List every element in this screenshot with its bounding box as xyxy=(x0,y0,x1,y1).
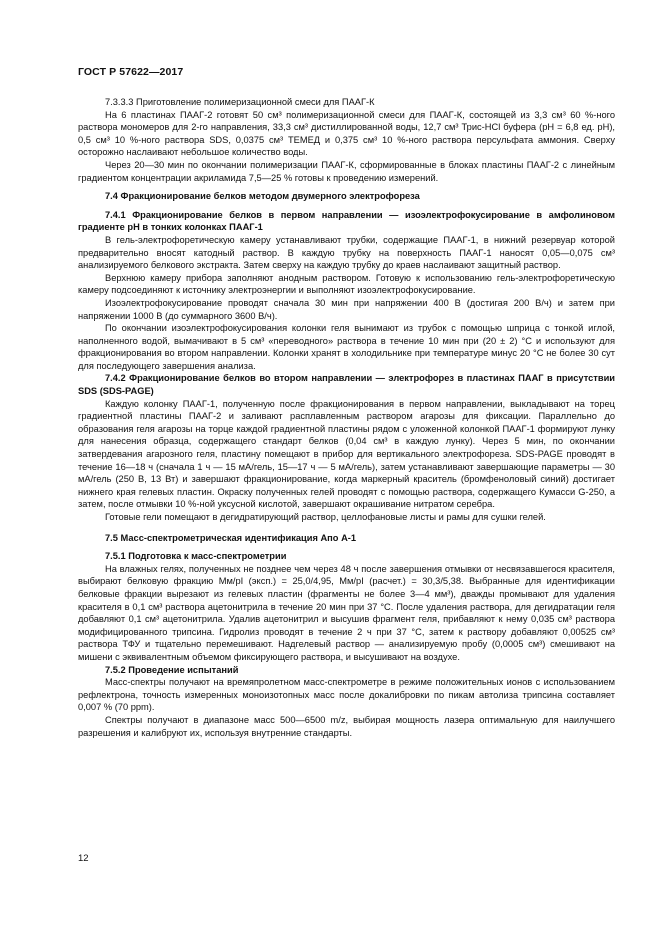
paragraph: На 6 пластинах ПААГ-2 готовят 50 см³ полимеризационной смеси для ПААГ-К, состоящей из 3,3 см³ 60 %-ного раствора мономеров для 2-го направления, 33,3 см³ дистиллированной воды, 12,7 см³ Трис-HCl буфера (pH = 6,8 ед. pH), 0,5 см³ 10 %-ного раствора SDS, 0,0375 см³ ТЕМЕД и 0,375 см³ 10 %-ного раствора персульфата аммония. Сверху осторожно наслаивают небольшое количество воды. xyxy=(78,109,615,158)
section-heading-7-5: 7.5 Масс-спектрометрическая идентификация Апо А-1 xyxy=(105,532,357,543)
paragraph: По окончании изоэлектрофокусирования колонки геля вынимают из трубок с помощью шприца с тонкой иглой, наполненного водой, вымачивают в 5 см³ «переводного» раствора в течение 10 мин при (20 ± 2) °C и используют для фракционирования во втором направлении. Колонки хранят в холодильнике при температуре минус 20 °C не более 30 сут для последующего завершения анализа. xyxy=(78,323,615,371)
section-heading-7-4: 7.4 Фракционирование белков методом двумерного электрофореза xyxy=(105,191,420,202)
section-heading-7-4-2: 7.4.2 Фракционирование белков во втором направлении — электрофорез в пластинах ПААГ в присутствии SDS (SDS-PAGE) xyxy=(78,373,615,397)
section-heading-7-3-3-3: 7.3.3.3 Приготовление полимеризационной смеси для ПААГ-К xyxy=(105,97,375,107)
section-heading-7-5-2: 7.5.2 Проведение испытаний xyxy=(105,664,239,675)
body-text xyxy=(78,96,615,739)
paragraph: Каждую колонку ПААГ-1, полученную после фракционирования в первом направлении, выкладывают на торец градиентной пластины ПААГ-2 и заливают расплавленным раствором агарозы для фиксации. Параллельно до образования геля агарозы на торце каждой градиентной пластины рядом с уложенной колонкой ПААГ-1 формируют лунку для нанесения образца, содержащего стандарт белков (0,04 см³ в каждую лунку). Через 5 мин, по окончании затвердевания агарозного геля, пластину помещают в прибор для вертикального электрофореза. SDS-PAGE проводят в течение 16—18 ч (сначала 1 ч — 15 мА/гель, 15—17 ч — 5 мА/гель), затем устанавливают завершающие параметры — 30 мА/гель (250 В, 13 Вт) и завершают фракционирование, когда маркерный краситель (бромфеноловый синий) достигает нижнего края гелевых пластин. Окраску полученных гелей проводят с помощью раствора, содержащего Кумасси G-250, а затем, после отмывки 10 %-ной уксусной кислотой, завершают окрашивание нитратом серебра. xyxy=(78,398,615,510)
paragraph: Верхнюю камеру прибора заполняют анодным раствором. Готовую к использованию гель-электрофоретическую камеру подсоединяют к источнику электроэнергии и выполняют изоэлектрофокусирование. xyxy=(78,272,615,296)
paragraph: В гель-электрофоретическую камеру устанавливают трубки, содержащие ПААГ-1, в нижний резервуар которой предварительно вносят катодный раствор. В каждую трубку на поверхность ПААГ-1 наносят 0,05—0,075 см³ анализируемого белкового экстракта. Затем сверху на каждую трубку до краев наслаивают защитный раствор. xyxy=(78,234,615,271)
standard-header: ГОСТ Р 57622—2017 xyxy=(78,66,184,78)
page-number: 12 xyxy=(78,853,89,864)
paragraph: Масс-спектры получают на времяпролетном масс-спектрометре в режиме положительных ионов с использованием рефлектрона, точность измеренных моноизотопных масс после докалибровки по пикам автолиза трипсина составляет 0,007 % (70 ppm). xyxy=(78,677,615,713)
paragraph: Изоэлектрофокусирование проводят сначала 30 мин при напряжении 400 В (достигая 200 В/ч) и затем при напряжении 1000 В (до суммарного 3600 В/ч). xyxy=(78,297,615,321)
paragraph: На влажных гелях, полученных не позднее чем через 48 ч после завершения отмывки от несвязавшегося красителя, выбирают белковую фракцию Мм/pI (эксп.) = 25,0/4,95, Мм/pI (расчет.) = 30,3/5,38. Выбранные для идентификации белковые фракции вырезают из гелевых пластин (фрагменты не более 3—4 мм³), дважды промывают для удаления красителя в 0,1 см³ раствора ацетонитрила в течение 20 мин при 37 °C. После удаления раствора, для дегидратации геля добавляют 0,1 см³ ацетонитрила. Удалив ацетонитрил и высушив фрагмент геля, прибавляют к нему 0,035 см³ раствора модифицированного трипсина. Гидролиз проводят в течение 2 ч при 37 °C, затем к раствору добавляют 0,00525 см³ раствора ТФУ и тщательно перемешивают. Надгелевый раствор — анализируемую пробу (0,0005 см³) смешивают на мишени с эквивалентным объемом фиксирующего раствора, и высушивают на воздухе. xyxy=(78,563,615,662)
paragraph: Спектры получают в диапазоне масс 500—6500 m/z, выбирая мощность лазера оптимальную для наилучшего разрешения и калибруют их, используя внутренние стандарты. xyxy=(78,714,615,738)
section-heading-7-4-1: 7.4.1 Фракционирование белков в первом направлении — изоэлектрофокусирование в амфолиновом градиенте pH в тонких колонках ПААГ-1 xyxy=(78,209,615,233)
paragraph: Готовые гели помещают в дегидратирующий раствор, целлофановые листы и рамы для сушки гелей. xyxy=(105,512,546,522)
paragraph: Через 20—30 мин по окончании полимеризации ПААГ-К, сформированные в блоках пластины ПААГ-2 с линейным градиентом концентрации акриламида 7,5—25 % готовы к проведению измерений. xyxy=(78,159,615,183)
section-heading-7-5-1: 7.5.1 Подготовка к масс-спектрометрии xyxy=(105,551,287,562)
